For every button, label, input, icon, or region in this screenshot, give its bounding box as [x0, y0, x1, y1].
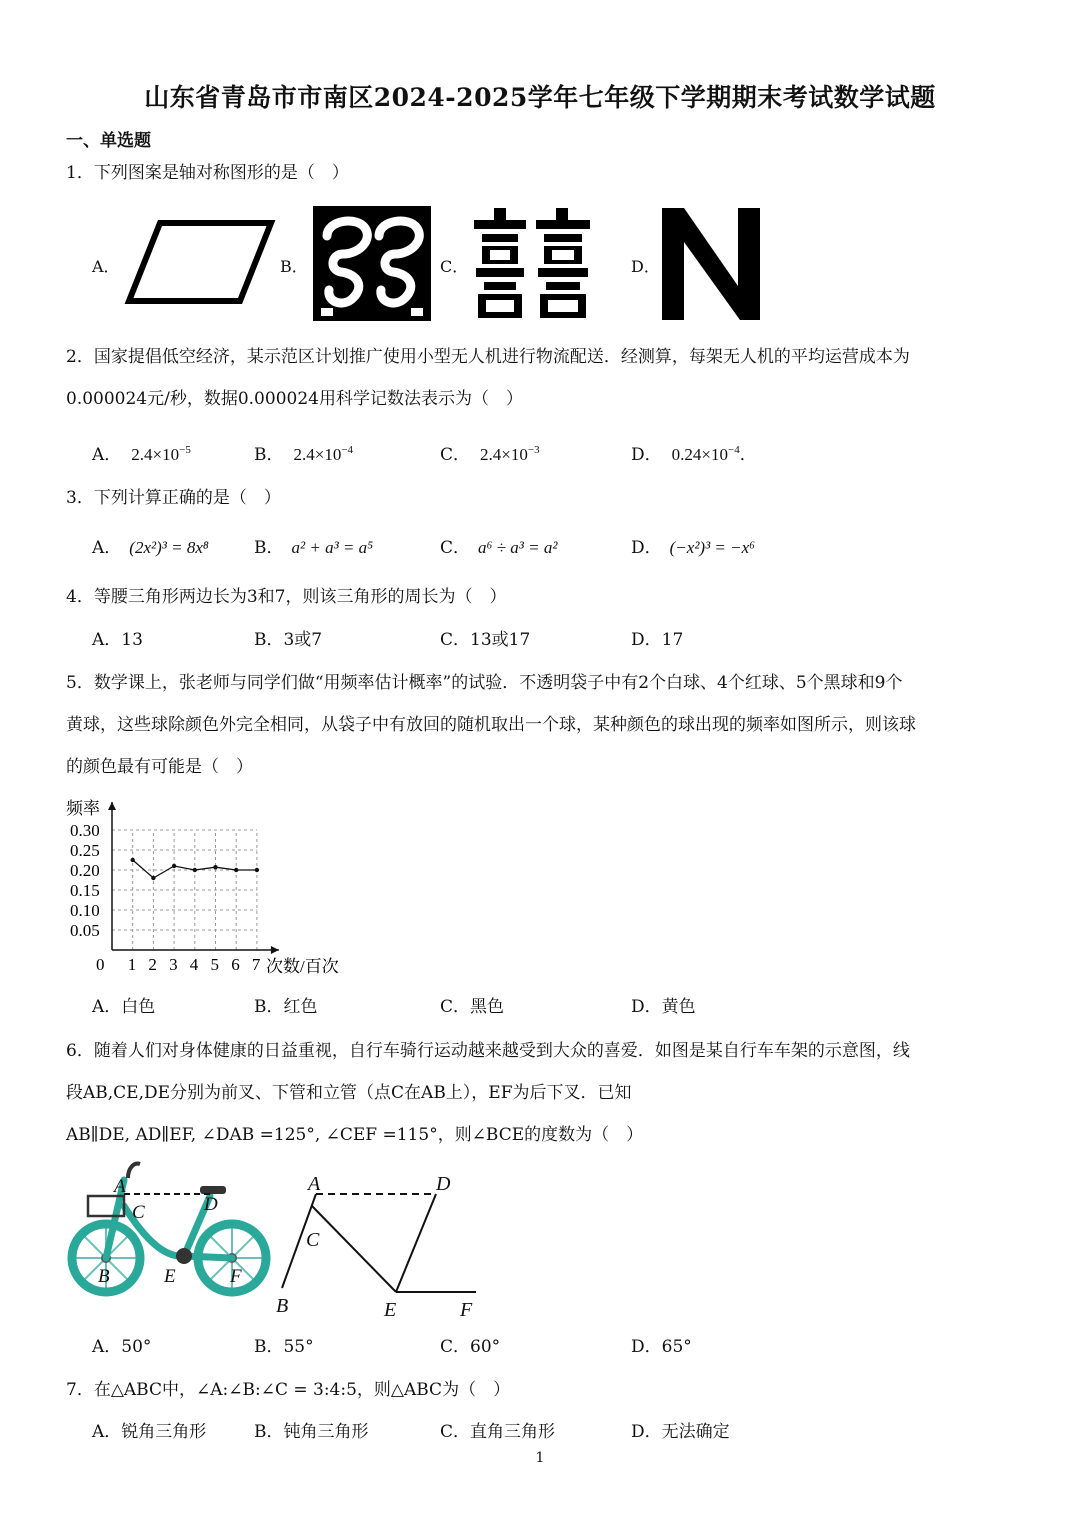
- bike-label-b: B: [98, 1266, 110, 1287]
- diagram-label-f: F: [460, 1299, 473, 1321]
- q2-option-a: A． $2.4\times 10^{-5}$: [92, 444, 191, 465]
- question-3-stem: 3．下列计算正确的是（ ）: [66, 488, 281, 508]
- diagram-label-d: D: [436, 1173, 451, 1195]
- q7-option-b: B．钝角三角形: [254, 1422, 369, 1442]
- question-2-line-1: 2．国家提倡低空经济，某示范区计划推广使用小型无人机进行物流配送．经测算，每架无人机的平均运营成本为: [66, 347, 910, 367]
- q1-option-c-label: C．: [440, 257, 469, 276]
- chart-y-axis-label: 频率: [66, 799, 100, 818]
- letter-n-figure: [660, 208, 764, 320]
- question-5-line-3: 的颜色最有可能是（ ）: [66, 757, 253, 777]
- bike-label-f: F: [230, 1266, 242, 1287]
- bike-label-a: A: [114, 1176, 126, 1197]
- y-tick-label: 0.05: [70, 921, 100, 940]
- question-6-line-1: 6．随着人们对身体健康的日益重视，自行车骑行运动越来越受到大众的喜爱．如图是某自行车车架的示意图，线: [66, 1041, 910, 1061]
- q7-option-a: A．锐角三角形: [92, 1422, 207, 1442]
- q1-option-d-label: D．: [631, 257, 660, 276]
- question-1-stem: 1．下列图案是轴对称图形的是（ ）: [66, 163, 349, 183]
- parallelogram-figure: [124, 218, 276, 306]
- frequency-line-chart: [60, 792, 380, 982]
- data-point: [151, 876, 155, 880]
- q4-option-d: D．17: [631, 630, 684, 650]
- bike-label-c: C: [132, 1202, 145, 1223]
- q1-option-b-label: B．: [280, 257, 308, 276]
- diagram-label-a: A: [308, 1173, 321, 1195]
- page-number: 1: [535, 1450, 545, 1466]
- chart-axes: [108, 802, 279, 954]
- x-tick-label: 3: [169, 955, 178, 974]
- q3-option-a: A． (2x²)³ = 8x⁸: [92, 538, 209, 558]
- section-heading: 一、单选题: [66, 131, 151, 151]
- q5-option-b: B．红色: [254, 997, 318, 1017]
- chart-tick-labels: [70, 821, 261, 974]
- data-point: [131, 858, 135, 862]
- question-4-stem: 4．等腰三角形两边长为3和7，则该三角形的周长为（ ）: [66, 587, 507, 607]
- x-tick-label: 7: [251, 955, 261, 974]
- q2-option-d: D． $0.24\times 10^{-4}$．: [631, 444, 757, 465]
- bike-label-e: E: [164, 1266, 176, 1287]
- bike-label-d: D: [204, 1194, 218, 1215]
- q5-option-a: A．白色: [92, 997, 156, 1017]
- data-point: [193, 868, 197, 872]
- q7-option-d: D．无法确定: [631, 1422, 730, 1442]
- q6-option-a: A．50°: [92, 1337, 152, 1357]
- data-point: [213, 865, 217, 869]
- double-happiness-figure: [472, 208, 592, 320]
- y-axis-arrow: [108, 802, 116, 810]
- question-6-line-2: 段AB,CE,DE分别为前叉、下管和立管（点C在AB上），EF为后下叉．已知: [66, 1083, 632, 1103]
- q6-option-c: C．60°: [440, 1337, 501, 1357]
- q6-option-d: D．65°: [631, 1337, 692, 1357]
- q2-option-c: C． $2.4\times 10^{-3}$: [440, 444, 540, 465]
- diagram-label-e: E: [384, 1299, 397, 1321]
- data-point: [255, 868, 259, 872]
- q5-option-c: C．黑色: [440, 997, 505, 1017]
- bicycle-frame-diagram: [270, 1168, 490, 1328]
- diagram-label-b: B: [276, 1295, 289, 1317]
- q7-option-c: C．直角三角形: [440, 1422, 556, 1442]
- x-tick-label: 6: [231, 955, 240, 974]
- data-point: [172, 864, 176, 868]
- x-tick-label: 2: [148, 955, 157, 974]
- q6-option-b: B．55°: [254, 1337, 314, 1357]
- q3-option-b: B． a² + a³ = a⁵: [254, 538, 374, 558]
- page-title: 山东省青岛市市南区2024-2025学年七年级下学期期末考试数学试题: [144, 83, 936, 112]
- x-tick-label: 1: [127, 955, 137, 974]
- x-tick-label: 5: [210, 955, 219, 974]
- q3-option-c: C． a⁶ ÷ a³ = a²: [440, 538, 558, 558]
- diagram-label-c: C: [306, 1229, 320, 1251]
- question-5-line-2: 黄球，这些球除颜色外完全相同，从袋子中有放回的随机取出一个球，某种颜色的球出现的频率如图所示，则该球: [66, 715, 916, 735]
- y-tick-label: 0.25: [70, 841, 100, 860]
- chart-x-axis-label: 次数/百次: [266, 957, 339, 976]
- q2-option-b: B． $2.4\times 10^{-4}$: [254, 444, 354, 465]
- q3-option-d: D． (−x²)³ = −x⁶: [631, 538, 756, 558]
- y-tick-label: 0.15: [70, 881, 100, 900]
- q4-option-b: B．3或7: [254, 630, 323, 650]
- q4-option-c: C．13或17: [440, 630, 531, 650]
- x-axis-arrow: [271, 946, 279, 954]
- bicycle-illustration: [64, 1158, 284, 1328]
- ornamental-pattern-figure: [313, 206, 431, 321]
- q1-option-a-label: A．: [92, 257, 120, 276]
- question-7-stem: 7．在△ABC中，∠A:∠B:∠C = 3:4:5，则△ABC为（ ）: [66, 1380, 511, 1400]
- question-6-line-3: AB∥DE, AD∥EF, ∠DAB =125°, ∠CEF =115°，则∠BCE的度数为（ ）: [66, 1125, 644, 1145]
- question-2-line-2: 0.000024元/秒，数据0.000024用科学记数法表示为（ ）: [66, 389, 523, 409]
- question-5-line-1: 5．数学课上，张老师与同学们做“用频率估计概率”的试验．不透明袋子中有2个白球、4个红球、5个黑球和9个: [66, 673, 903, 693]
- x-tick-label: 0: [96, 955, 105, 974]
- y-tick-label: 0.30: [70, 821, 100, 840]
- q5-option-d: D．黄色: [631, 997, 696, 1017]
- data-point: [234, 868, 238, 872]
- chart-grid: [112, 830, 257, 950]
- y-tick-label: 0.20: [70, 861, 100, 880]
- q4-option-a: A．13: [92, 630, 143, 650]
- x-tick-label: 4: [189, 955, 199, 974]
- y-tick-label: 0.10: [70, 901, 100, 920]
